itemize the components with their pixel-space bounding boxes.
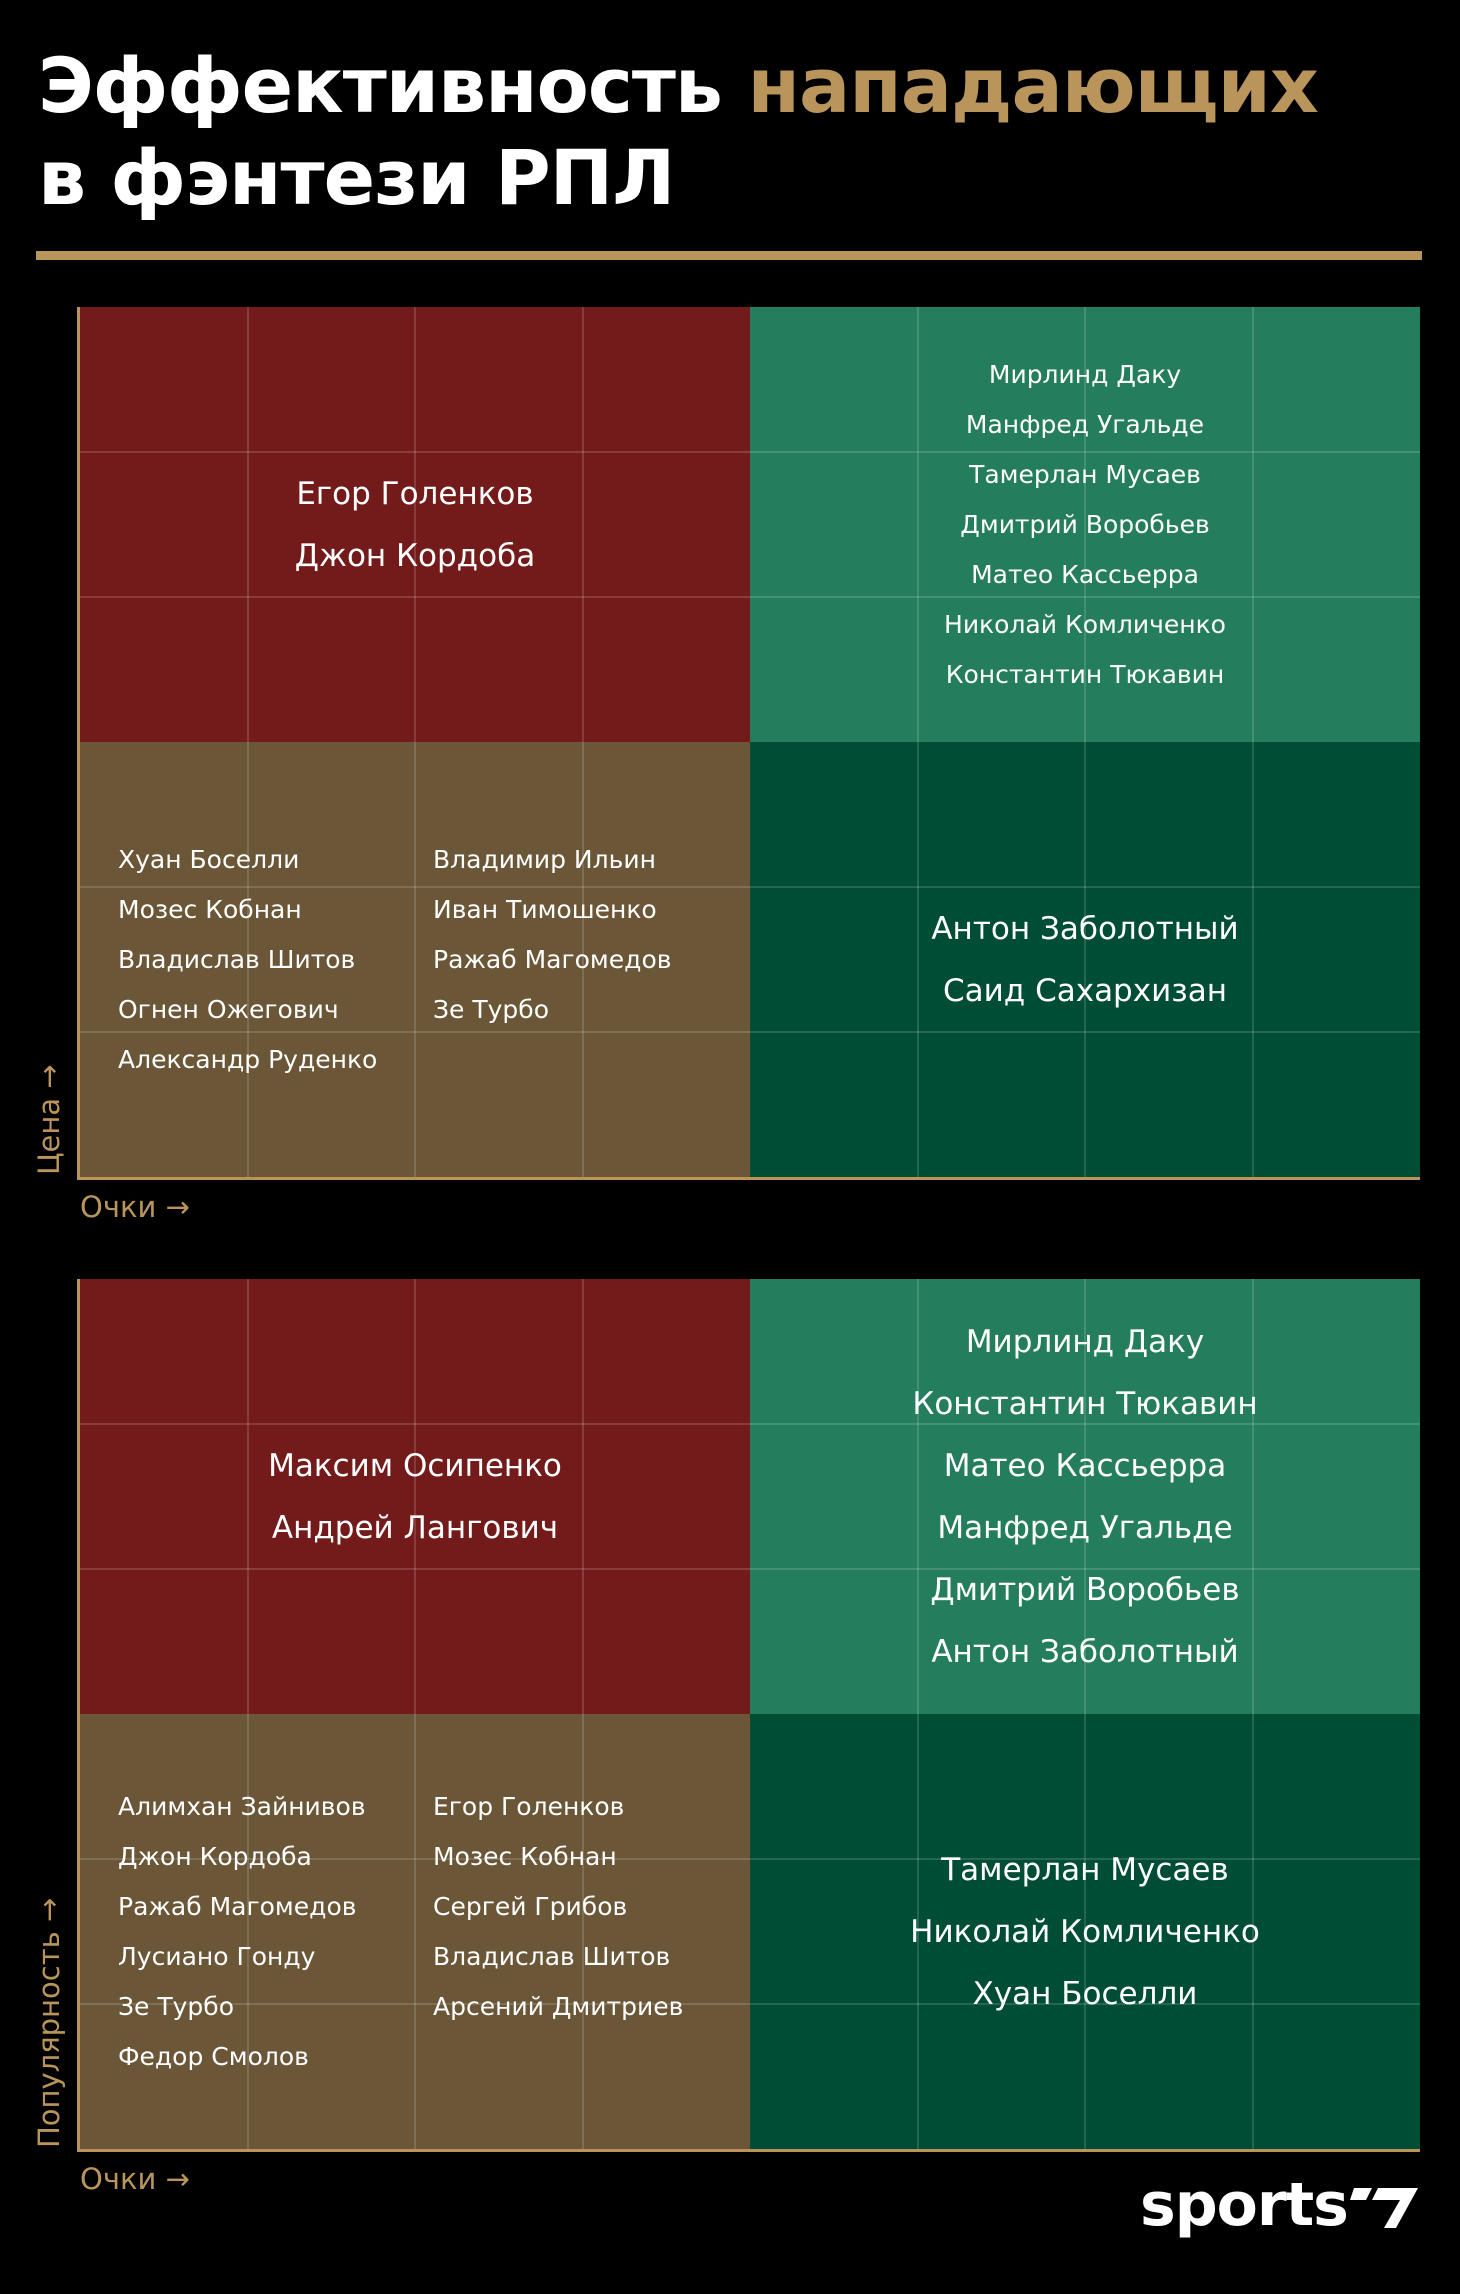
quadrant-bottom-left: [80, 742, 750, 1177]
player-name: Матео Кассьерра: [971, 559, 1199, 589]
sports-logo-mark-icon: [1350, 2186, 1420, 2230]
player-name: Лусиано Гонду: [118, 1941, 316, 1971]
x-axis: [77, 1177, 1420, 1180]
page-title: [38, 40, 1438, 224]
player-name: Ражаб Магомедов: [118, 1891, 357, 1921]
player-name: Мозес Кобнан: [433, 1841, 617, 1871]
player-name: Манфред Угальде: [965, 409, 1205, 439]
x-axis-label: Очки →: [80, 1190, 190, 1224]
player-name: Мирлинд Даку: [988, 359, 1182, 389]
names-list: [80, 1279, 750, 1714]
names-col-1: [118, 835, 433, 1085]
player-name: Саид Сахархизан: [943, 972, 1227, 1009]
player-name: Зе Турбо: [118, 1991, 235, 2021]
player-name: Егор Голенков: [433, 1791, 625, 1821]
names-list: [750, 742, 1420, 1177]
x-axis: [77, 2149, 1420, 2152]
player-name: Мозес Кобнан: [118, 894, 302, 924]
player-name: Манфред Угальде: [937, 1509, 1233, 1546]
sports-logo: sports: [1140, 2170, 1348, 2240]
player-name: Арсений Дмитриев: [433, 1991, 684, 2021]
player-name: Джон Кордоба: [294, 537, 536, 574]
quadrant-bottom-right: [750, 1714, 1420, 2149]
player-name: Матео Кассьерра: [943, 1447, 1227, 1484]
names-list: [750, 307, 1420, 742]
y-axis: [77, 1279, 80, 2152]
player-name: Хуан Боселли: [972, 1975, 1198, 2012]
title-line2: в фэнтези РПЛ: [38, 133, 675, 222]
player-name: Антон Заболотный: [931, 1633, 1239, 1670]
title-part1: Эффективность: [38, 41, 722, 130]
player-name: Владислав Шитов: [433, 1941, 671, 1971]
quadrant-top-left: [80, 1279, 750, 1714]
player-name: Егор Голенков: [296, 475, 534, 512]
player-name: Владислав Шитов: [118, 944, 356, 974]
player-name: Константин Тюкавин: [945, 659, 1225, 689]
player-name: Хуан Боселли: [118, 844, 300, 874]
player-name: Огнен Ожегович: [118, 994, 339, 1024]
player-name: Зе Турбо: [433, 994, 550, 1024]
names-col-1: [118, 1782, 433, 2082]
quadrant-bottom-left: [80, 1714, 750, 2149]
player-name: Константин Тюкавин: [912, 1385, 1258, 1422]
names-list: [80, 307, 750, 742]
player-name: Иван Тимошенко: [433, 894, 657, 924]
player-name: Тамерлан Мусаев: [941, 1851, 1229, 1888]
player-name: Джон Кордоба: [118, 1841, 312, 1871]
y-axis-label: Популярность →: [32, 1897, 66, 2148]
quadrant-bottom-right: [750, 742, 1420, 1177]
names-col-2: [433, 1782, 683, 2032]
names-columns: [118, 742, 671, 1177]
player-name: Андрей Лангович: [271, 1509, 559, 1546]
names-list: [750, 1714, 1420, 2149]
player-name: Алимхан Зайнивов: [118, 1791, 366, 1821]
player-name: Николай Комличенко: [910, 1913, 1260, 1950]
player-name: Дмитрий Воробьев: [960, 509, 1210, 539]
y-axis: [77, 307, 80, 1180]
quadrant-top-right: [750, 1279, 1420, 1714]
title-accent: нападающих: [747, 41, 1318, 130]
player-name: Тамерлан Мусаев: [969, 459, 1201, 489]
y-axis-label: Цена →: [32, 1064, 66, 1175]
quadrant-top-left: [80, 307, 750, 742]
names-columns: [118, 1714, 683, 2149]
player-name: Антон Заболотный: [931, 910, 1239, 947]
player-name: Сергей Грибов: [433, 1891, 628, 1921]
player-name: Федор Смолов: [118, 2041, 309, 2071]
player-name: Николай Комличенко: [944, 609, 1226, 639]
player-name: Ражаб Магомедов: [433, 944, 672, 974]
names-col-2: [433, 835, 671, 1035]
player-name: Мирлинд Даку: [965, 1323, 1205, 1360]
quadrant-top-right: [750, 307, 1420, 742]
quadrant-chart-price: [80, 307, 1420, 1177]
names-list: [750, 1279, 1420, 1714]
player-name: Максим Осипенко: [268, 1447, 562, 1484]
player-name: Александр Руденко: [118, 1044, 378, 1074]
quadrant-chart-popularity: [80, 1279, 1420, 2149]
title-divider: [36, 251, 1422, 260]
x-axis-label: Очки →: [80, 2162, 190, 2196]
player-name: Дмитрий Воробьев: [930, 1571, 1240, 1608]
player-name: Владимир Ильин: [433, 844, 656, 874]
